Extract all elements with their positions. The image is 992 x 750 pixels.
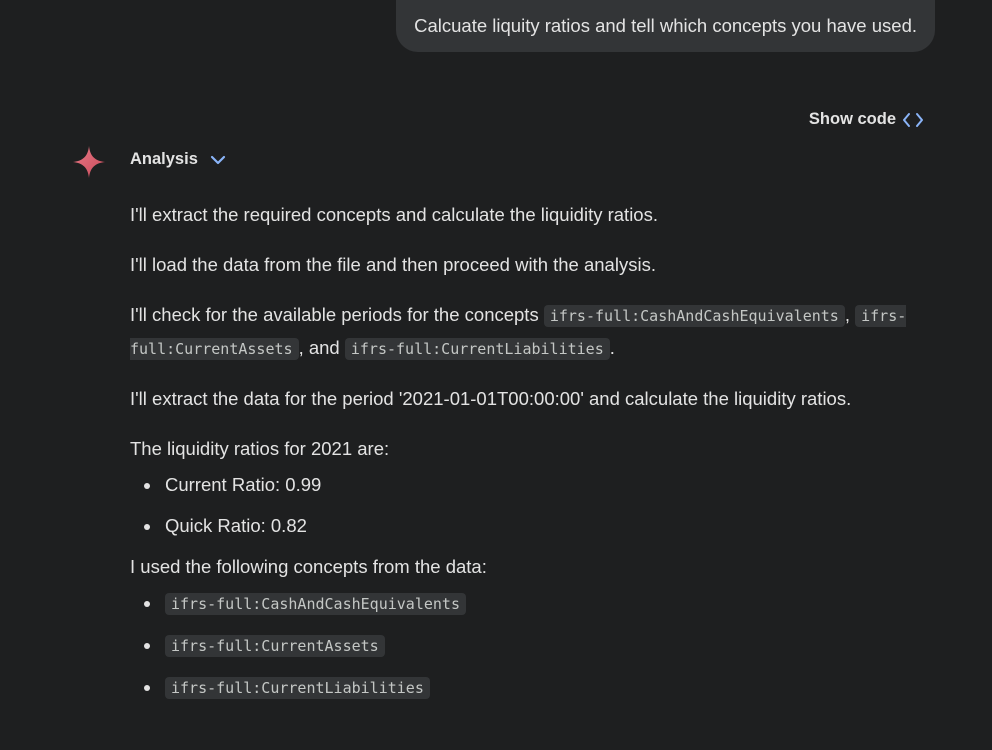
analysis-toggle[interactable] xyxy=(130,150,226,169)
concepts-list xyxy=(130,587,950,704)
user-message-text: Calcuate liquity ratios and tell which concepts you have used. xyxy=(414,15,917,36)
list-item xyxy=(130,629,950,662)
list-item: Quick Ratio: 0.82 xyxy=(130,510,950,542)
inline-code: ifrs-full:CurrentAssets xyxy=(130,307,907,358)
response-body xyxy=(130,199,950,713)
show-code-label: Show code xyxy=(808,110,896,128)
paragraph-text: I'll check for the available periods for the concepts xyxy=(130,304,544,325)
list-item xyxy=(130,671,950,704)
list-item xyxy=(130,587,950,620)
response-paragraph xyxy=(130,299,950,365)
inline-code: ifrs-full:CashAndCashEquivalents xyxy=(544,305,845,327)
response-paragraph: I'll extract the required concepts and calculate the liquidity ratios. xyxy=(130,204,658,225)
inline-code: ifrs-full:CurrentLiabilities xyxy=(165,677,430,699)
ratios-list xyxy=(130,469,950,542)
paragraph-text: . xyxy=(609,337,615,358)
response-paragraph: I'll load the data from the file and then proceed with the analysis. xyxy=(130,254,656,275)
sparkle-icon xyxy=(72,145,106,179)
analysis-label: Analysis xyxy=(130,150,198,168)
show-code-button[interactable] xyxy=(809,110,924,129)
response-paragraph: I'll extract the data for the period '2021-01-01T00:00:00' and calculate the liquidity ratios. xyxy=(130,388,852,409)
inline-code: ifrs-full:CurrentAssets xyxy=(165,635,385,657)
inline-code: ifrs-full:CashAndCashEquivalents xyxy=(165,593,466,615)
user-message-bubble xyxy=(396,0,935,52)
chevron-down-icon xyxy=(206,154,226,166)
response-paragraph: I used the following concepts from the data: xyxy=(130,556,487,577)
response-paragraph: The liquidity ratios for 2021 are: xyxy=(130,438,390,459)
code-brackets-icon xyxy=(902,111,924,129)
inline-code: ifrs-full:CurrentLiabilities xyxy=(345,338,610,360)
paragraph-text: , and xyxy=(298,337,345,358)
paragraph-text: , xyxy=(844,304,850,325)
list-item: Current Ratio: 0.99 xyxy=(130,469,950,501)
